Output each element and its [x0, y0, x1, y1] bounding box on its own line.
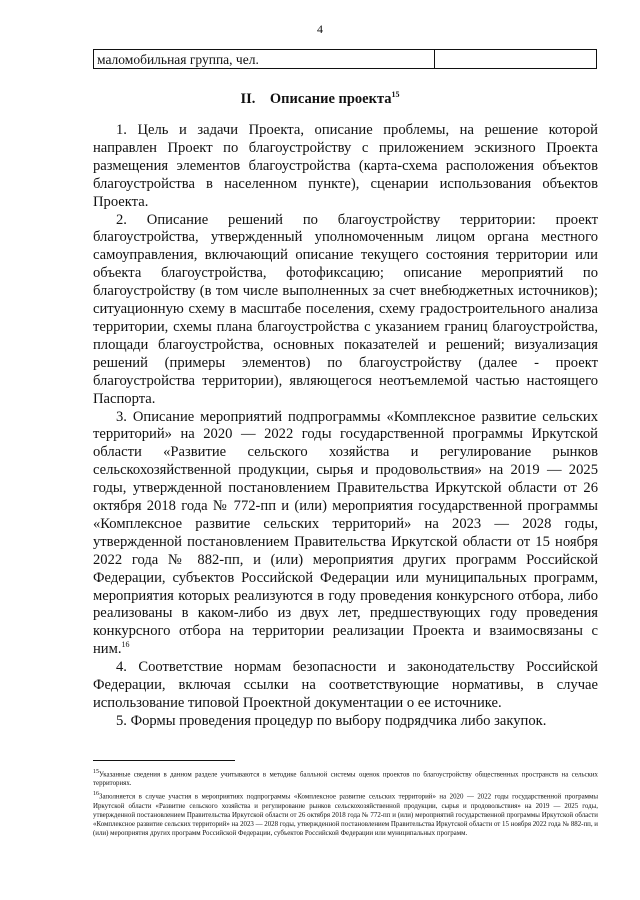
footnote-number: 15: [93, 769, 99, 775]
section-heading: [0, 90, 640, 108]
table-fragment: [93, 49, 597, 69]
footnotes: [93, 768, 598, 840]
section-title: Описание проекта: [269, 90, 392, 107]
document-body: [93, 122, 598, 731]
paragraph: 1. Цель и задачи Проекта, описание проблемы, на решение которой направлен Проект по благоустройству с приложением эскизного Проекта размещения элементов благоустройства (карта-схема расположения объектов благоустройства в населенном пункте), сценарии использования объектов Проекта.: [93, 122, 598, 210]
footnote: $^{15}$Указанные сведения в данном разделе учитываются в методике балльной системы оценок проектов по благоустройству общественных пространств на сельских территориях.: [93, 769, 598, 788]
footnote-ref: 16: [121, 640, 130, 650]
footnote-ref: 15: [391, 90, 400, 99]
footnote: $^{16}$Заполняется в случае участия в мероприятиях подпрограммы «Комплексное развитие сельских территорий» на 2020 — 2022 годы государственной программы Иркутской области «Развитие сельского хозяйства и регулирование рынков сельскохозяйственной продукции, сырья и продовольствия» на 2019 — 2025 годы, утвержденной постановлением Правительства Иркутской области от 26 октября 2018 года № 772-пп и (или) мероприятий государственной программы Иркутской области «Комплексное развитие сельских территорий» на 2023 — 2028 годы, утвержденной постановлением Правительства Иркутской области от 15 ноября 2022 года № 882-пп, и (или) мероприятия других программ Российской Федерации, субъектов Российской Федерации или муниципальных программ.: [93, 791, 598, 837]
paragraph: 5. Формы проведения процедур по выбору подрядчика либо закупок.: [116, 712, 547, 729]
paragraph: 4. Соответствие нормам безопасности и законодательству Российской Федерации, включая ссылки на соответствующие нормативы, в случае использование типовой Проектной документации о ее источнике.: [93, 659, 598, 711]
footnote-number: 16: [93, 791, 99, 798]
table-cell-value: [435, 50, 596, 68]
footnote-separator: [93, 760, 235, 761]
page-number: 4: [317, 22, 323, 36]
paragraph: 2. Описание решений по благоустройству территории: проект благоустройства, утвержденный уполномоченным лицом органа местного самоуправления, включающий описание текущего состояния территории или объекта благоустройства, фотофиксацию; описание мероприятий по благоустройству (в том числе выполненных за счет внебюджетных источников); ситуационную схему в масштабе поселения, схему градостроительного анализа территории, схемы плана благоустройства с указанием границ благоустройства, площади благоустройства, основных показателей и решений; визуализация решений (примеры элементов) по благоустройству (далее - проект благоустройства территории), являющегося неотъемлемой частью настоящего Паспорта.: [93, 211, 598, 407]
table-cell-label: маломобильная группа, чел.: [94, 50, 435, 68]
section-numeral: II.: [240, 90, 256, 107]
paragraph: 3. Описание мероприятий подпрограммы «Комплексное развитие сельских территорий» на 2020 — 2022 годы государственной программы Иркутской области «Развитие сельского хозяйства и регулирование рынков сельскохозяйственной продукции, сырья и продовольствия» на 2019 — 2025 годы, утвержденной постановлением Правительства Иркутской области от 26 октября 2018 года № 772-пп и (или) мероприятия государственной программы «Комплексное развитие сельских территорий» на 2023 — 2028 годы, утвержденной постановлением Правительства Иркутской области от 15 ноября 2022 года № 882-пп, и (или) мероприятия других программ Российской Федерации, субъектов Российской Федерации или муниципальных программ, мероприятия которых реализуются в году проведения конкурсного отбора, либо реализованы в каком-либо из двух лет, предшествующих году проведения конкурсного отбора на территории реализации Проекта и взаимосвязаны с ним.$^{16}$: [93, 408, 598, 658]
